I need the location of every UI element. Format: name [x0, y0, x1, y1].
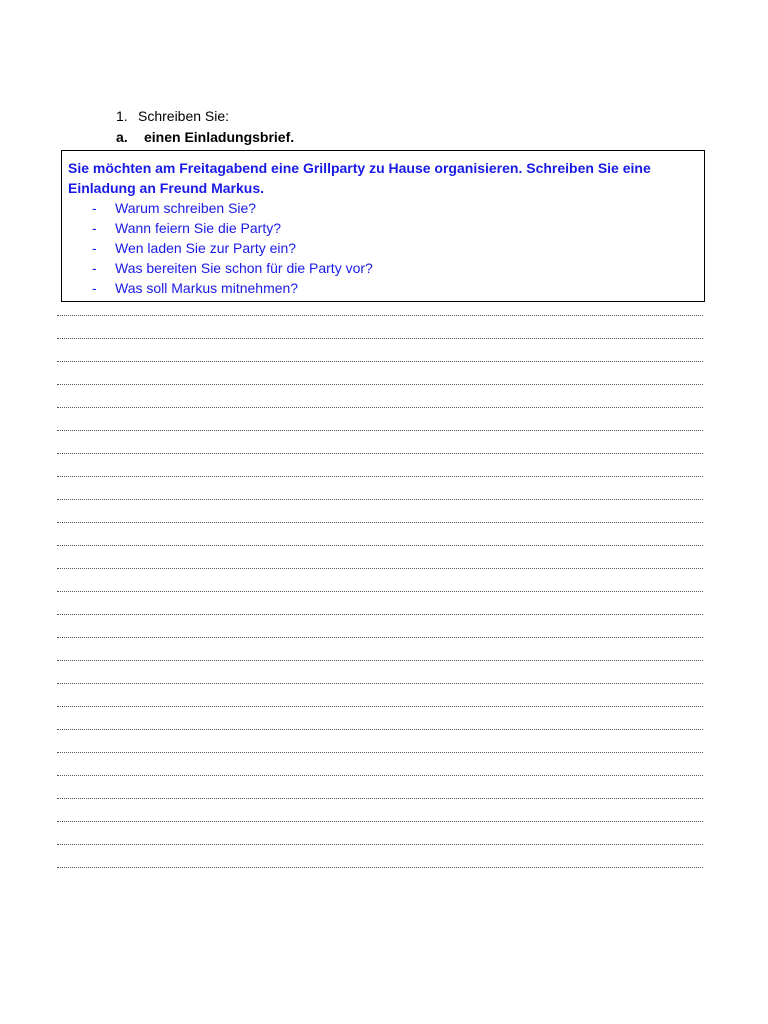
question-text: Warum schreiben Sie? — [115, 200, 257, 216]
writing-line[interactable] — [57, 430, 703, 431]
question-list — [68, 198, 696, 298]
question-text: Wann feiern Sie die Party? — [115, 220, 282, 236]
bullet-dash: - — [92, 240, 97, 256]
prompt-lead: Sie möchten am Freitagabend eine Grillparty zu Hause organisieren. Schreiben Sie eine Einladung an Freund Markus. — [68, 160, 651, 196]
writing-line[interactable] — [57, 729, 703, 730]
task-sub-letter: a. — [116, 129, 128, 145]
writing-line[interactable] — [57, 752, 703, 753]
task-sub-label: einen Einladungsbrief. — [144, 129, 295, 145]
task-heading-text: Schreiben Sie: — [138, 108, 230, 124]
writing-line[interactable] — [57, 867, 703, 868]
writing-line[interactable] — [57, 384, 703, 385]
question-item — [68, 258, 696, 278]
writing-line[interactable] — [57, 591, 703, 592]
writing-line[interactable] — [57, 476, 703, 477]
bullet-dash: - — [92, 200, 97, 216]
task-number: 1. — [116, 108, 128, 124]
writing-line[interactable] — [57, 821, 703, 822]
bullet-dash: - — [92, 260, 97, 276]
writing-line[interactable] — [57, 407, 703, 408]
writing-line[interactable] — [57, 453, 703, 454]
writing-area[interactable] — [57, 315, 703, 890]
writing-line[interactable] — [57, 568, 703, 569]
writing-line[interactable] — [57, 775, 703, 776]
writing-line[interactable] — [57, 660, 703, 661]
bullet-dash: - — [92, 220, 97, 236]
question-item — [68, 278, 696, 298]
writing-line[interactable] — [57, 683, 703, 684]
bullet-dash: - — [92, 280, 97, 296]
writing-line[interactable] — [57, 706, 703, 707]
question-text: Wen laden Sie zur Party ein? — [115, 240, 297, 256]
question-text: Was bereiten Sie schon für die Party vor? — [115, 260, 373, 276]
writing-line[interactable] — [57, 614, 703, 615]
question-item — [68, 238, 696, 258]
task-subheading — [116, 127, 294, 147]
writing-line[interactable] — [57, 499, 703, 500]
writing-line[interactable] — [57, 361, 703, 362]
task-heading — [116, 106, 229, 126]
writing-line[interactable] — [57, 315, 703, 316]
prompt-box — [61, 150, 705, 302]
question-text: Was soll Markus mitnehmen? — [115, 280, 299, 296]
writing-line[interactable] — [57, 522, 703, 523]
writing-line[interactable] — [57, 545, 703, 546]
writing-line[interactable] — [57, 844, 703, 845]
writing-line[interactable] — [57, 798, 703, 799]
writing-line[interactable] — [57, 338, 703, 339]
writing-line[interactable] — [57, 637, 703, 638]
question-item — [68, 218, 696, 238]
question-item — [68, 198, 696, 218]
